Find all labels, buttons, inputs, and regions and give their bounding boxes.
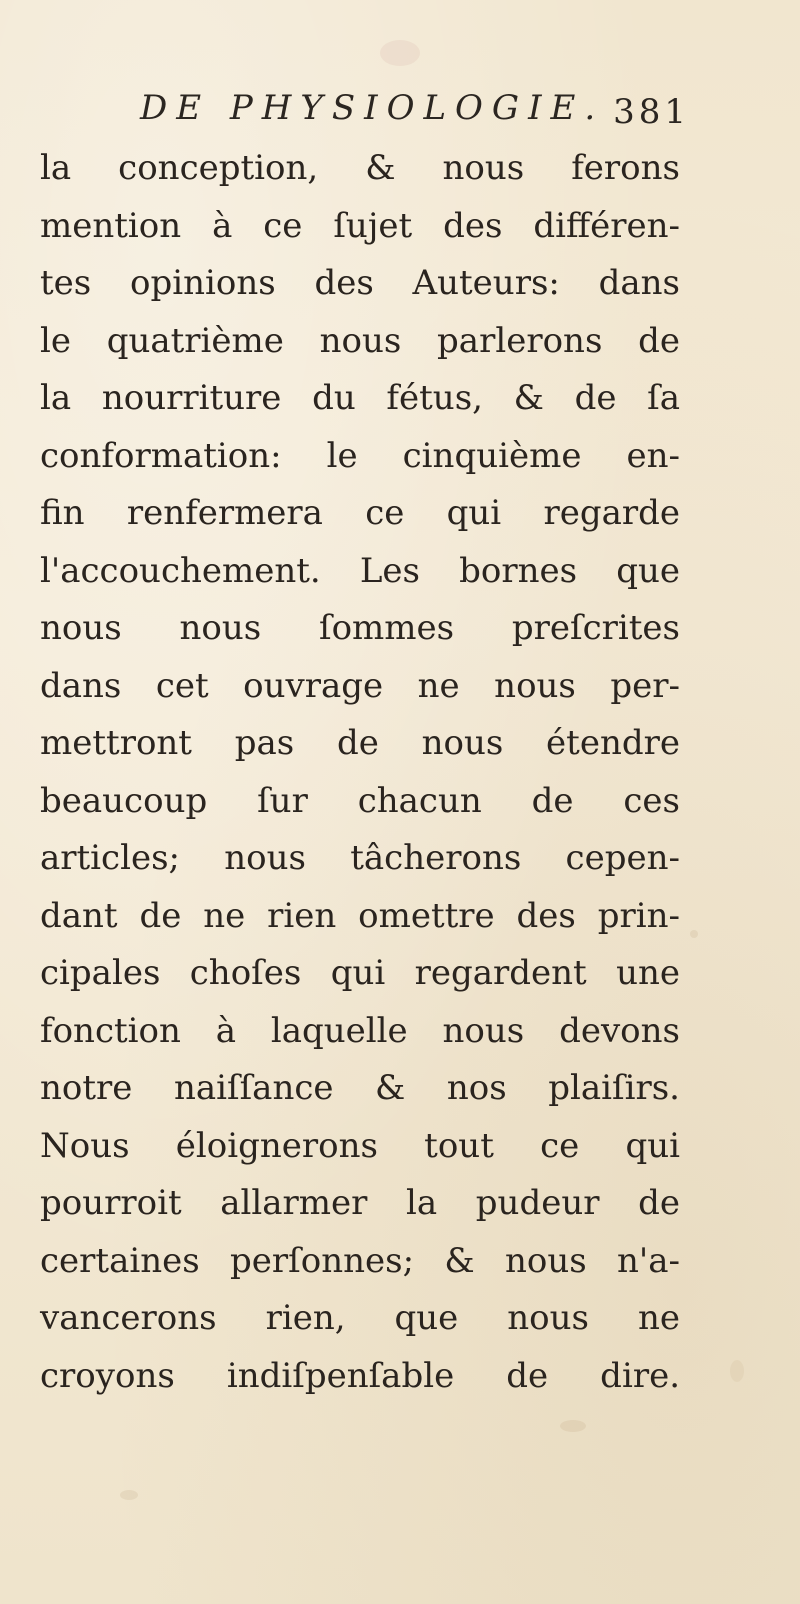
text-line: mettront pas de nous étendre [40, 723, 680, 763]
text-line: mention à ce ſujet des différen- [40, 205, 680, 246]
text-line: fin renfermera ce qui regarde [40, 493, 680, 533]
text-line: vancerons rien, que nous ne [40, 1298, 680, 1338]
text-line: cipales choſes qui regardent une [40, 953, 680, 993]
text-line: notre naiſſance & nos plaiſirs. [40, 1068, 680, 1108]
text-line: le quatrième nous parlerons de [40, 320, 680, 361]
paper-stain [560, 1420, 586, 1432]
text-line: tes opinions des Auteurs: dans [40, 263, 680, 303]
paper-stain [120, 1490, 138, 1500]
page-number: 381 [613, 92, 690, 132]
paper-stain [730, 1360, 744, 1382]
paper-stain [380, 40, 420, 66]
running-head [140, 88, 710, 138]
body-text [40, 140, 680, 1405]
text-line: pourroit allarmer la pudeur de [40, 1183, 680, 1223]
text-line: la conception, & nous ferons [40, 148, 680, 188]
text-line: beaucoup ſur chacun de ces [40, 780, 680, 821]
text-line: dans cet ouvrage ne nous per- [40, 665, 680, 706]
text-line: fonction à laquelle nous devons [40, 1010, 680, 1051]
text-line: dant de ne rien omettre des prin- [40, 895, 680, 936]
text-line: articles; nous tâcherons cepen- [40, 838, 680, 878]
text-line: l'accouchement. Les bornes que [40, 550, 680, 591]
text-line: certaines perſonnes; & nous n'a- [40, 1240, 680, 1281]
text-line: conformation: le cinquième en- [40, 435, 680, 476]
text-line: Nous éloignerons tout ce qui [40, 1125, 680, 1166]
text-line: la nourriture du fétus, & de ſa [40, 378, 680, 418]
paper-stain [690, 930, 698, 938]
text-line: croyons indiſpenſable de dire. [40, 1355, 680, 1396]
text-line: nous nous ſommes preſcrites [40, 608, 680, 648]
running-head-title: DE PHYSIOLOGIE. [140, 88, 605, 128]
